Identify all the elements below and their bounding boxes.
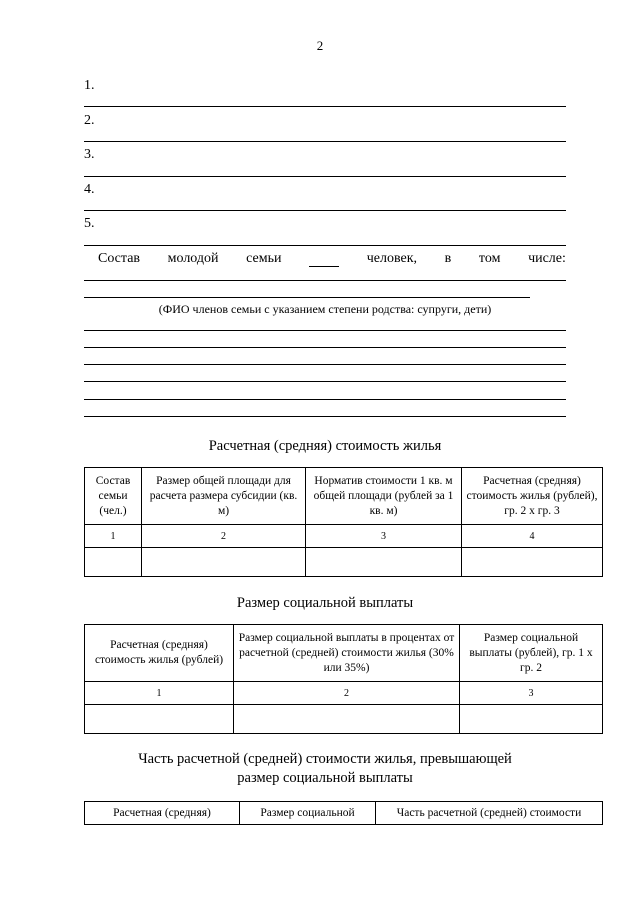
list-item-2-line[interactable] bbox=[84, 141, 566, 142]
table3-header-3: Часть расчетной (средней) стоимости bbox=[376, 802, 603, 825]
table2-header-2: Размер социальной выплаты в процентах от расчетной (средней) стоимости жилья (30% или 35%) bbox=[234, 625, 460, 682]
table1-cell[interactable] bbox=[306, 548, 462, 577]
table1-header-4: Расчетная (средняя) стоимость жилья (рублей), гр. 2 х гр. 3 bbox=[462, 468, 603, 525]
members-line-6[interactable] bbox=[84, 416, 566, 417]
table2-colnum-3: 3 bbox=[460, 682, 603, 705]
table-row bbox=[85, 548, 603, 577]
table2-title: Размер социальной выплаты bbox=[236, 595, 414, 611]
table3-header-2: Размер социальной bbox=[240, 802, 376, 825]
members-line-4[interactable] bbox=[84, 381, 566, 382]
table1-header-1: Состав семьи (чел.) bbox=[85, 468, 142, 525]
members-caption: (ФИО членов семьи с указанием степени родства: супруги, дети) bbox=[158, 302, 492, 316]
word-v: в bbox=[444, 251, 452, 266]
list-item-1-label: 1. bbox=[84, 78, 95, 93]
table2-header-1: Расчетная (средняя) стоимость жилья (рублей) bbox=[85, 625, 234, 682]
table1-header-3: Норматив стоимости 1 кв. м общей площади (рублей за 1 кв. м) bbox=[306, 468, 462, 525]
table1-cell[interactable] bbox=[85, 548, 142, 577]
table1-colnum-3: 3 bbox=[306, 525, 462, 548]
list-item-3-line[interactable] bbox=[84, 176, 566, 177]
table2-colnum-2: 2 bbox=[234, 682, 460, 705]
table1-colnum-2: 2 bbox=[142, 525, 306, 548]
table-row bbox=[85, 525, 603, 548]
word-chelovek: человек, bbox=[366, 251, 418, 266]
list-item-2-label: 2. bbox=[84, 113, 95, 128]
family-count-blank[interactable] bbox=[309, 251, 339, 267]
housing-cost-table bbox=[84, 467, 603, 577]
members-line-3[interactable] bbox=[84, 364, 566, 365]
table1-colnum-1: 1 bbox=[85, 525, 142, 548]
list-item-1-line[interactable] bbox=[84, 106, 566, 107]
list-item-3-label: 3. bbox=[84, 147, 95, 162]
table1-title: Расчетная (средняя) стоимость жилья bbox=[208, 438, 442, 454]
table3-title-line1: Часть расчетной (средней) стоимости жилья, превышающей bbox=[138, 751, 512, 767]
table2-colnum-1: 1 bbox=[85, 682, 234, 705]
list-item-4-label: 4. bbox=[84, 182, 95, 197]
table2-cell[interactable] bbox=[234, 705, 460, 734]
table-row bbox=[85, 705, 603, 734]
list-item-5-label: 5. bbox=[84, 216, 95, 231]
word-molodoy: молодой bbox=[167, 251, 219, 266]
table-row bbox=[85, 625, 603, 682]
list-item-5-line[interactable] bbox=[84, 245, 566, 246]
table1-cell[interactable] bbox=[142, 548, 306, 577]
table2-header-3: Размер социальной выплаты (рублей), гр. 1 х гр. 2 bbox=[460, 625, 603, 682]
page-number: 2 bbox=[316, 38, 324, 53]
members-line-1[interactable] bbox=[84, 330, 566, 331]
word-sostav: Состав bbox=[98, 251, 141, 266]
table3-header-1: Расчетная (средняя) bbox=[85, 802, 240, 825]
table1-cell[interactable] bbox=[462, 548, 603, 577]
members-line-2[interactable] bbox=[84, 347, 566, 348]
table2-cell[interactable] bbox=[460, 705, 603, 734]
composition-line-1[interactable] bbox=[84, 280, 566, 281]
table-row bbox=[85, 468, 603, 525]
excess-cost-table bbox=[84, 801, 603, 825]
table1-colnum-4: 4 bbox=[462, 525, 603, 548]
word-chisle: числе: bbox=[528, 251, 566, 266]
social-payment-table bbox=[84, 624, 603, 734]
family-composition-sentence bbox=[84, 251, 566, 267]
word-tom: том bbox=[478, 251, 501, 266]
table-row bbox=[85, 802, 603, 825]
table-row bbox=[85, 682, 603, 705]
table3-title-line2: размер социальной выплаты bbox=[237, 770, 413, 786]
table1-header-2: Размер общей площади для расчета размера субсидии (кв. м) bbox=[142, 468, 306, 525]
word-semyi: семьи bbox=[246, 251, 282, 266]
members-line-5[interactable] bbox=[84, 399, 566, 400]
table2-cell[interactable] bbox=[85, 705, 234, 734]
composition-line-2[interactable] bbox=[84, 297, 530, 298]
list-item-4-line[interactable] bbox=[84, 210, 566, 211]
